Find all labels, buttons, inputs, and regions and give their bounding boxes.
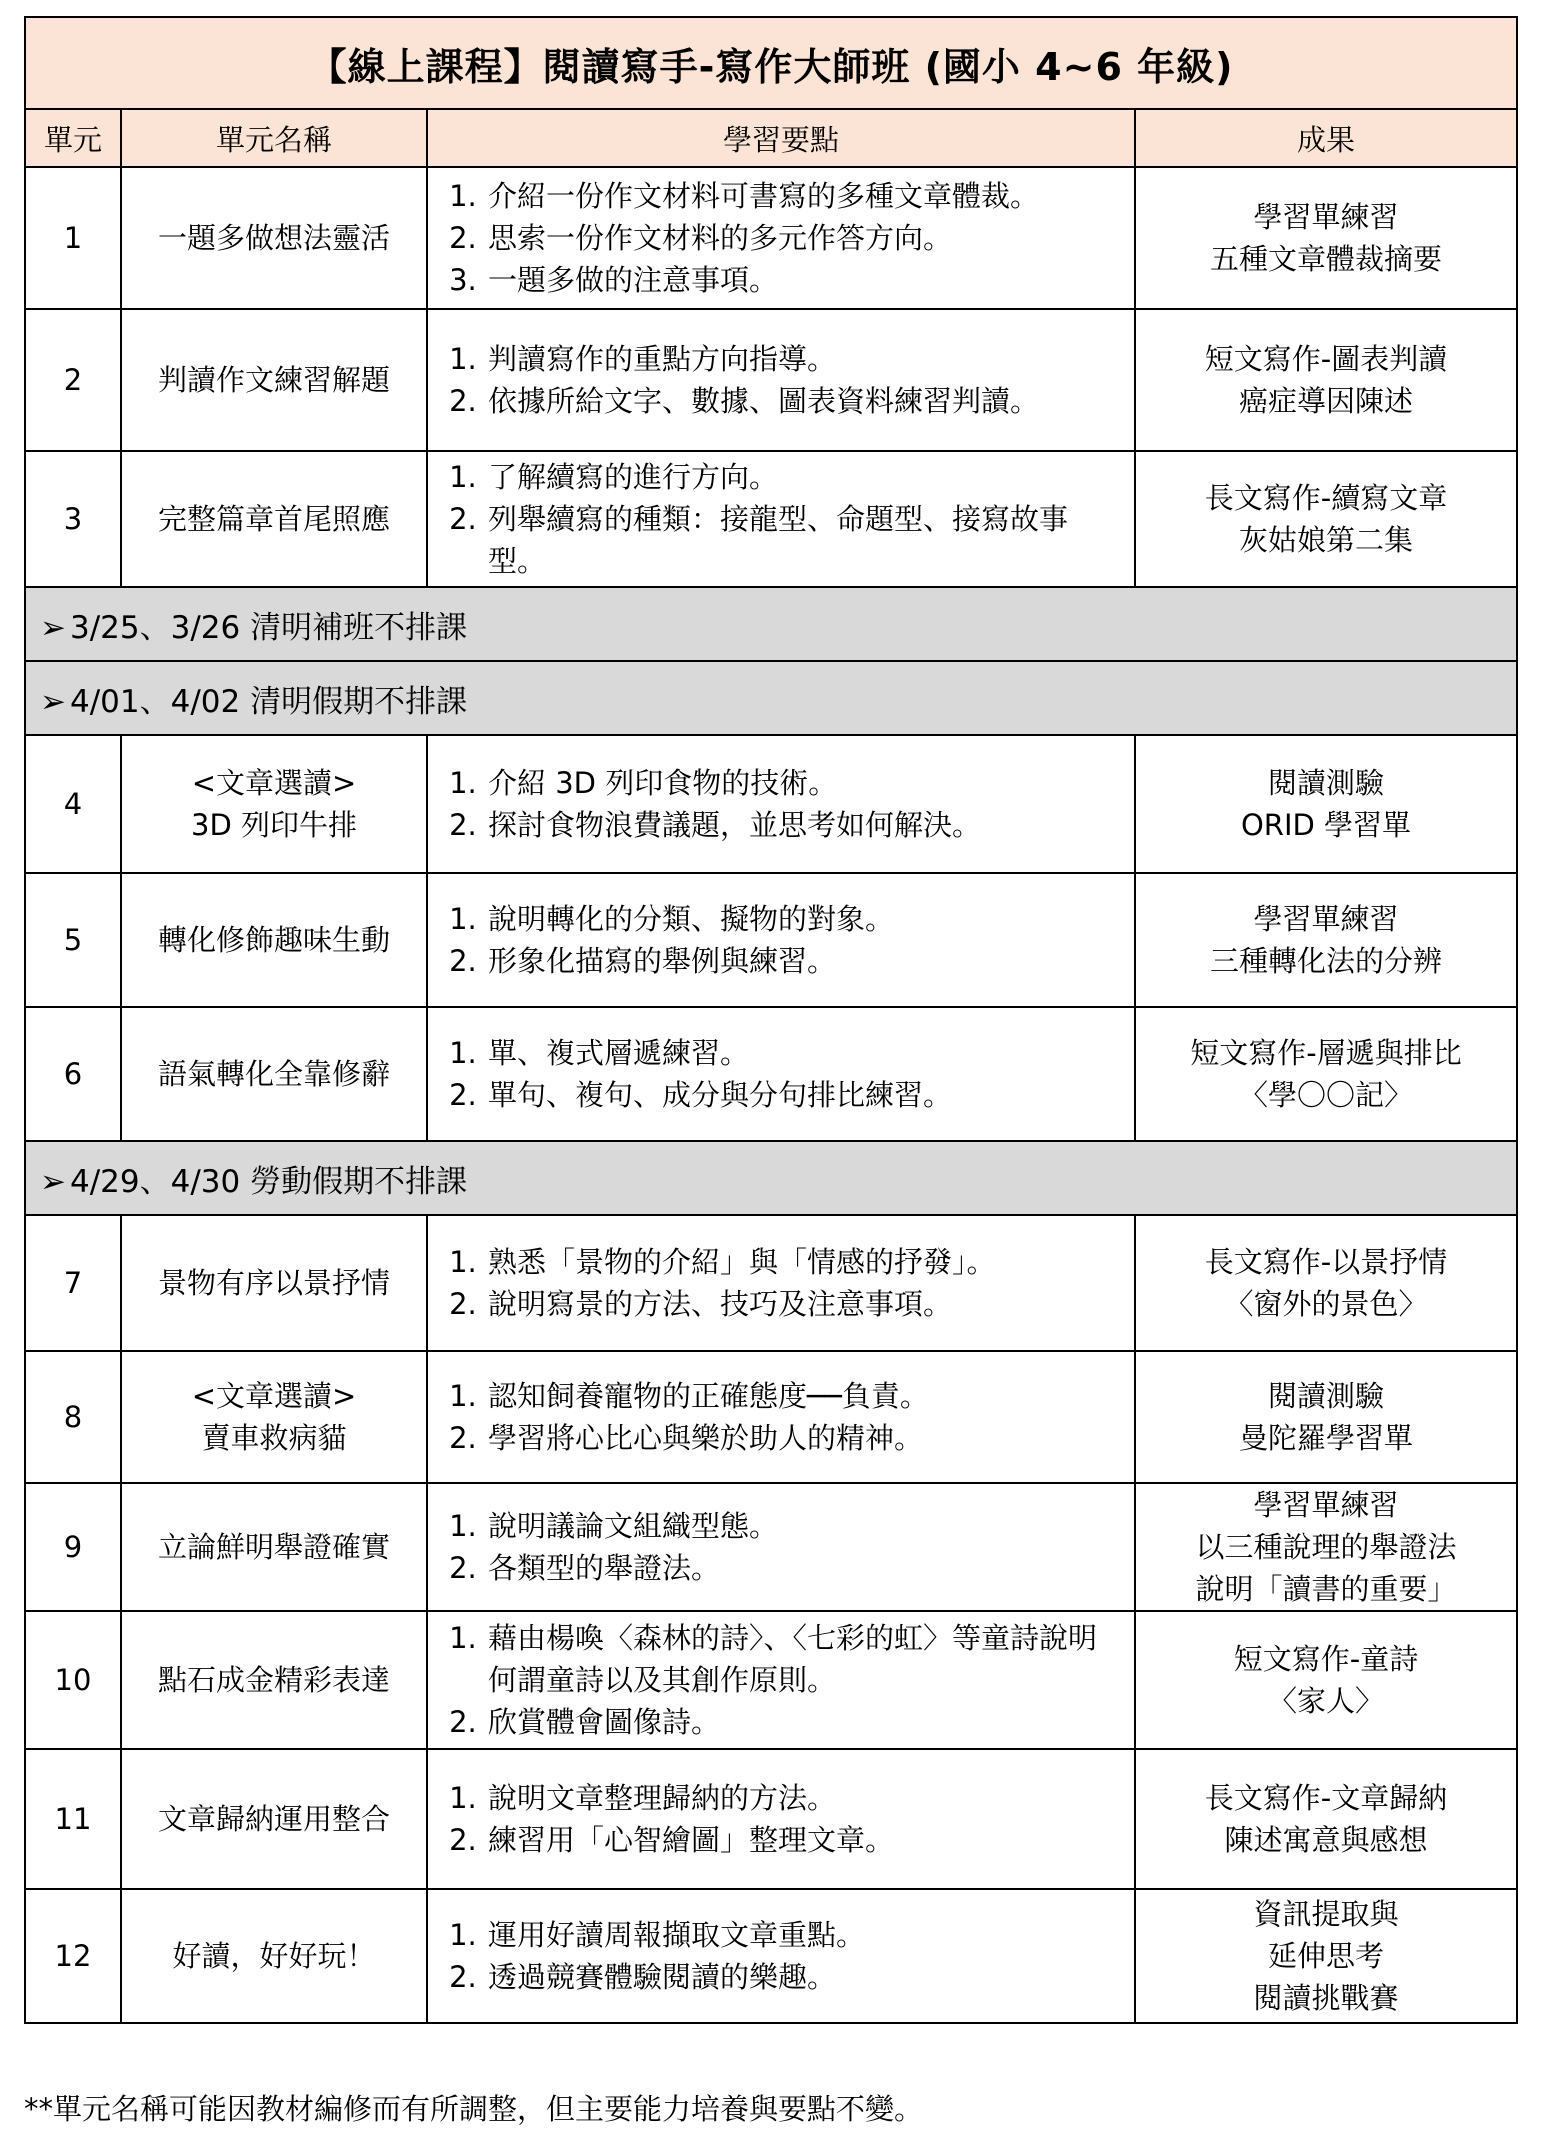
points-list xyxy=(438,762,1124,846)
point-item: 1. 介紹 3D 列印食物的技術。 xyxy=(486,762,1124,804)
header-result: 成果 xyxy=(1135,109,1517,167)
unit-name-line: 一題多做想法靈活 xyxy=(157,221,390,255)
title-row xyxy=(25,17,1517,109)
header-name: 單元名稱 xyxy=(121,109,427,167)
unit-row xyxy=(25,167,1517,309)
points-list xyxy=(438,1241,1124,1325)
learning-points xyxy=(427,1611,1135,1749)
unit-name-line: 轉化修飾趣味生動 xyxy=(157,923,390,957)
result-line: 學習單練習 xyxy=(1253,200,1399,234)
unit-row xyxy=(25,309,1517,451)
holiday-notice xyxy=(25,587,1517,661)
result-line: 曼陀羅學習單 xyxy=(1239,1421,1414,1455)
notice-text: 4/01、4/02 清明假期不排課 xyxy=(69,683,468,720)
point-item: 2. 依據所給文字、數據、圖表資料練習判讀。 xyxy=(486,380,1124,422)
result-line: 〈窗外的景色〉 xyxy=(1224,1287,1428,1321)
unit-name xyxy=(121,873,427,1007)
result-line: 延伸思考 xyxy=(1268,1939,1385,1973)
point-item: 1. 認知飼養寵物的正確態度──負責。 xyxy=(486,1375,1124,1417)
unit-result xyxy=(1135,1749,1517,1889)
point-item: 2. 練習用「心智繪圖」整理文章。 xyxy=(486,1819,1124,1861)
page-title: 【線上課程】閱讀寫手-寫作大師班 (國小 4~6 年級) xyxy=(25,17,1517,109)
unit-number: 3 xyxy=(25,451,121,587)
point-item: 3. 一題多做的注意事項。 xyxy=(486,259,1124,301)
unit-name xyxy=(121,1749,427,1889)
schedule-table xyxy=(24,16,1518,2024)
unit-name xyxy=(121,1007,427,1141)
points-list xyxy=(438,175,1124,301)
result-line: 閱讀測驗 xyxy=(1268,766,1385,800)
unit-number: 10 xyxy=(25,1611,121,1749)
result-line: 說明「讀書的重要」 xyxy=(1195,1572,1457,1606)
result-line: 學習單練習 xyxy=(1253,1488,1399,1522)
points-list xyxy=(438,898,1124,982)
unit-row xyxy=(25,735,1517,873)
result-line: 以三種說理的舉證法 xyxy=(1195,1530,1457,1564)
unit-result xyxy=(1135,309,1517,451)
point-item: 2. 說明寫景的方法、技巧及注意事項。 xyxy=(486,1283,1124,1325)
unit-name-line: 點石成金精彩表達 xyxy=(157,1663,390,1697)
result-line: 短文寫作-圖表判讀 xyxy=(1204,342,1448,376)
point-item: 1. 藉由楊喚〈森林的詩〉、〈七彩的虹〉等童詩說明何謂童詩以及其創作原則。 xyxy=(486,1617,1124,1701)
unit-number: 8 xyxy=(25,1351,121,1483)
point-item: 2. 欣賞體會圖像詩。 xyxy=(486,1701,1124,1743)
point-item: 1. 運用好讀周報擷取文章重點。 xyxy=(486,1914,1124,1956)
learning-points xyxy=(427,309,1135,451)
learning-points xyxy=(427,1351,1135,1483)
unit-number: 7 xyxy=(25,1215,121,1351)
unit-row xyxy=(25,1007,1517,1141)
unit-name xyxy=(121,309,427,451)
result-line: 三種轉化法的分辨 xyxy=(1210,944,1443,978)
footer-note: **單元名稱可能因教材編修而有所調整，但主要能力培養與要點不變。 xyxy=(24,2092,924,2126)
unit-row xyxy=(25,1611,1517,1749)
unit-name-line: 立論鮮明舉證確實 xyxy=(157,1530,390,1564)
unit-result xyxy=(1135,735,1517,873)
result-line: 閱讀挑戰賽 xyxy=(1253,1981,1399,2015)
unit-number: 5 xyxy=(25,873,121,1007)
result-line: 〈家人〉 xyxy=(1268,1684,1385,1718)
learning-points xyxy=(427,167,1135,309)
unit-row xyxy=(25,1889,1517,2023)
unit-result xyxy=(1135,1611,1517,1749)
unit-result xyxy=(1135,1351,1517,1483)
notice-row xyxy=(25,1141,1517,1215)
unit-name-line: 判讀作文練習解題 xyxy=(157,363,390,397)
points-list xyxy=(438,1617,1124,1743)
unit-name xyxy=(121,167,427,309)
points-list xyxy=(438,1375,1124,1459)
point-item: 2. 思索一份作文材料的多元作答方向。 xyxy=(486,217,1124,259)
unit-name xyxy=(121,1611,427,1749)
point-item: 2. 探討食物浪費議題，並思考如何解決。 xyxy=(486,804,1124,846)
unit-name-line: 賣車救病貓 xyxy=(201,1421,347,1455)
point-item: 1. 單、複式層遞練習。 xyxy=(486,1032,1124,1074)
point-item: 2. 透過競賽體驗閱讀的樂趣。 xyxy=(486,1956,1124,1998)
notice-text: 3/25、3/26 清明補班不排課 xyxy=(69,609,468,646)
result-line: 灰姑娘第二集 xyxy=(1239,523,1414,557)
unit-name-line: 完整篇章首尾照應 xyxy=(157,502,390,536)
header-points: 學習要點 xyxy=(427,109,1135,167)
point-item: 2. 單句、複句、成分與分句排比練習。 xyxy=(486,1074,1124,1116)
unit-name-line: 3D 列印牛排 xyxy=(191,808,357,842)
result-line: ORID 學習單 xyxy=(1240,808,1412,842)
unit-row xyxy=(25,1483,1517,1611)
unit-number: 12 xyxy=(25,1889,121,2023)
point-item: 2. 各類型的舉證法。 xyxy=(486,1547,1124,1589)
result-line: 癌症導因陳述 xyxy=(1239,384,1414,418)
result-line: 〈學〇〇記〉 xyxy=(1239,1078,1414,1112)
points-list xyxy=(438,1505,1124,1589)
learning-points xyxy=(427,1889,1135,2023)
point-item: 1. 了解續寫的進行方向。 xyxy=(486,456,1124,498)
unit-number: 11 xyxy=(25,1749,121,1889)
point-item: 1. 熟悉「景物的介紹」與「情感的抒發」。 xyxy=(486,1241,1124,1283)
holiday-notice xyxy=(25,1141,1517,1215)
learning-points xyxy=(427,1215,1135,1351)
course-schedule xyxy=(24,16,1516,2024)
unit-result xyxy=(1135,1483,1517,1611)
unit-number: 6 xyxy=(25,1007,121,1141)
unit-number: 9 xyxy=(25,1483,121,1611)
notice-text: 4/29、4/30 勞動假期不排課 xyxy=(69,1163,468,1200)
result-line: 資訊提取與 xyxy=(1253,1897,1399,1931)
unit-result xyxy=(1135,451,1517,587)
points-list xyxy=(438,456,1124,582)
unit-result xyxy=(1135,1889,1517,2023)
point-item: 2. 列舉續寫的種類：接龍型、命題型、接寫故事型。 xyxy=(486,498,1124,582)
learning-points xyxy=(427,1749,1135,1889)
result-line: 陳述寓意與感想 xyxy=(1224,1823,1428,1857)
result-line: 學習單練習 xyxy=(1253,902,1399,936)
unit-row xyxy=(25,1749,1517,1889)
unit-name-line: 好讀，好好玩！ xyxy=(172,1939,376,1973)
unit-row xyxy=(25,1351,1517,1483)
unit-name xyxy=(121,1483,427,1611)
unit-row xyxy=(25,1215,1517,1351)
unit-name xyxy=(121,1889,427,2023)
point-item: 2. 學習將心比心與樂於助人的精神。 xyxy=(486,1417,1124,1459)
unit-row xyxy=(25,873,1517,1007)
learning-points xyxy=(427,1007,1135,1141)
point-item: 2. 形象化描寫的舉例與練習。 xyxy=(486,940,1124,982)
points-list xyxy=(438,338,1124,422)
unit-name xyxy=(121,451,427,587)
result-line: 閱讀測驗 xyxy=(1268,1379,1385,1413)
point-item: 1. 說明轉化的分類、擬物的對象。 xyxy=(486,898,1124,940)
unit-name-line: 文章歸納運用整合 xyxy=(157,1802,390,1836)
unit-result xyxy=(1135,1007,1517,1141)
header-row xyxy=(25,109,1517,167)
unit-number: 4 xyxy=(25,735,121,873)
unit-result xyxy=(1135,873,1517,1007)
arrow-icon: ➢ xyxy=(40,683,66,720)
notice-row xyxy=(25,661,1517,735)
point-item: 1. 介紹一份作文材料可書寫的多種文章體裁。 xyxy=(486,175,1124,217)
unit-name xyxy=(121,735,427,873)
unit-name xyxy=(121,1351,427,1483)
notice-row xyxy=(25,587,1517,661)
unit-name-line: 景物有序以景抒情 xyxy=(157,1266,390,1300)
learning-points xyxy=(427,451,1135,587)
unit-result xyxy=(1135,167,1517,309)
unit-number: 1 xyxy=(25,167,121,309)
unit-name-line: 語氣轉化全靠修辭 xyxy=(157,1057,390,1091)
unit-row xyxy=(25,451,1517,587)
arrow-icon: ➢ xyxy=(40,609,66,646)
learning-points xyxy=(427,735,1135,873)
point-item: 1. 判讀寫作的重點方向指導。 xyxy=(486,338,1124,380)
point-item: 1. 說明議論文組織型態。 xyxy=(486,1505,1124,1547)
result-line: 短文寫作-童詩 xyxy=(1233,1642,1419,1676)
point-item: 1. 說明文章整理歸納的方法。 xyxy=(486,1777,1124,1819)
result-line: 短文寫作-層遞與排比 xyxy=(1190,1036,1462,1070)
result-line: 長文寫作-以景抒情 xyxy=(1204,1245,1448,1279)
result-line: 長文寫作-續寫文章 xyxy=(1204,481,1448,515)
points-list xyxy=(438,1777,1124,1861)
arrow-icon: ➢ xyxy=(40,1163,66,1200)
result-line: 長文寫作-文章歸納 xyxy=(1204,1781,1448,1815)
unit-result xyxy=(1135,1215,1517,1351)
points-list xyxy=(438,1914,1124,1998)
learning-points xyxy=(427,873,1135,1007)
learning-points xyxy=(427,1483,1135,1611)
unit-name xyxy=(121,1215,427,1351)
result-line: 五種文章體裁摘要 xyxy=(1210,242,1443,276)
unit-number: 2 xyxy=(25,309,121,451)
header-unit: 單元 xyxy=(25,109,121,167)
holiday-notice xyxy=(25,661,1517,735)
unit-name-line: <文章選讀> xyxy=(191,1379,357,1413)
points-list xyxy=(438,1032,1124,1116)
unit-name-line: <文章選讀> xyxy=(191,766,357,800)
